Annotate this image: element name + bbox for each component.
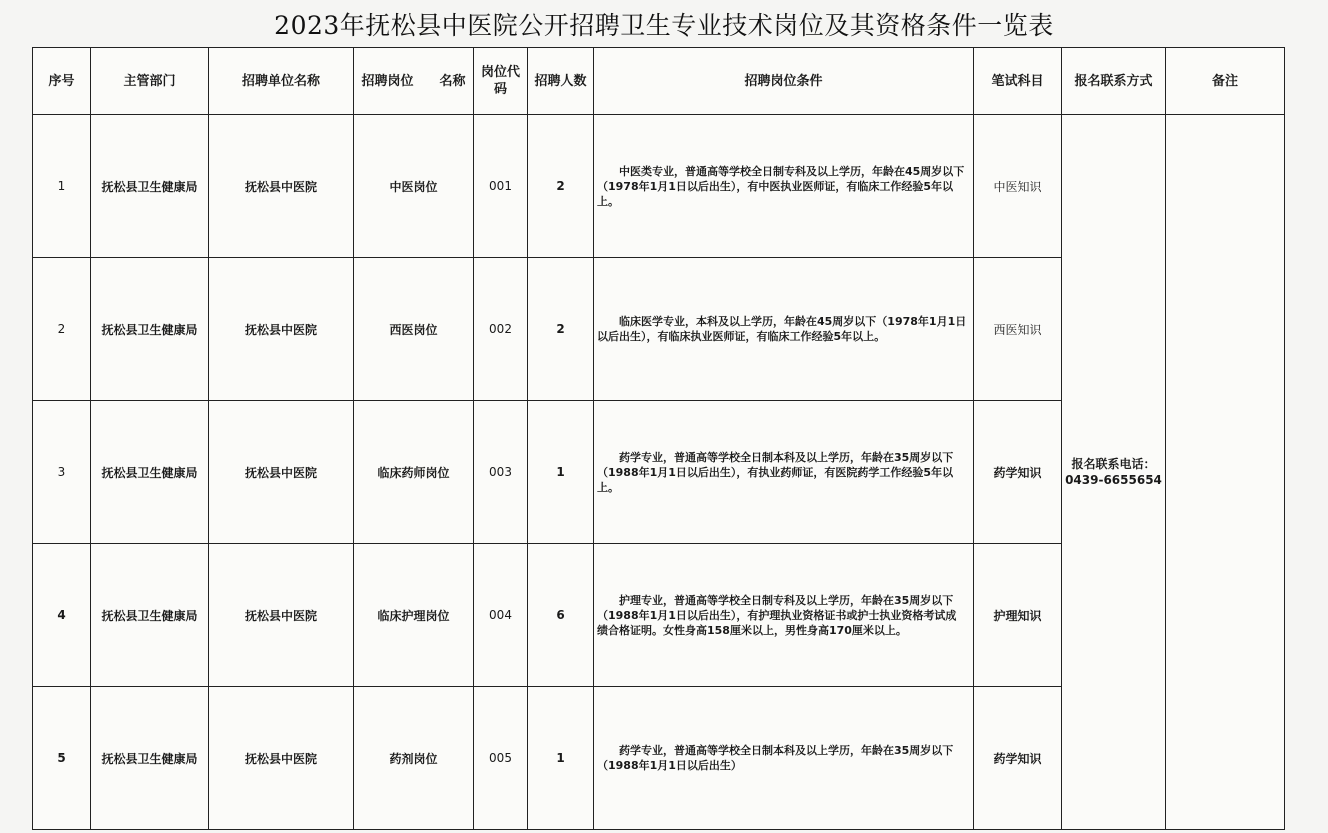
cell-seq: 5 (33, 687, 91, 830)
header-post-code: 岗位代码 (474, 48, 528, 115)
cell-post-name: 药剂岗位 (354, 687, 474, 830)
cell-count: 6 (528, 544, 594, 687)
cell-exam: 药学知识 (974, 687, 1062, 830)
cell-post-code: 003 (474, 401, 528, 544)
conditions-text: 药学专业，普通高等学校全日制本科及以上学历，年龄在35周岁以下（1988年1月1日以后出生），有执业药师证，有医院药学工作经验5年以上。 (597, 450, 954, 494)
cell-count: 1 (528, 401, 594, 544)
cell-unit: 抚松县中医院 (209, 401, 354, 544)
header-unit: 招聘单位名称 (209, 48, 354, 115)
table-header-row (33, 48, 1285, 115)
cell-dept: 抚松县卫生健康局 (91, 544, 209, 687)
cell-post-code: 004 (474, 544, 528, 687)
cell-seq: 3 (33, 401, 91, 544)
header-dept: 主管部门 (91, 48, 209, 115)
cell-seq: 4 (33, 544, 91, 687)
cell-exam: 西医知识 (974, 258, 1062, 401)
conditions-text: 护理专业，普通高等学校全日制专科及以上学历，年龄在35周岁以下（1988年1月1日以后出生），有护理执业资格证书或护士执业资格考试成绩合格证明。女性身高158厘米以上，男性身高170厘米以上。 (597, 593, 957, 637)
conditions-text: 临床医学专业，本科及以上学历，年龄在45周岁以下（1978年1月1日以后出生），有临床执业医师证，有临床工作经验5年以上。 (597, 315, 967, 343)
contact-label: 报名联系电话： (1071, 457, 1156, 471)
cell-post-name: 中医岗位 (354, 115, 474, 258)
cell-conditions (594, 401, 974, 544)
cell-dept: 抚松县卫生健康局 (91, 258, 209, 401)
table-row (33, 115, 1285, 258)
header-seq: 序号 (33, 48, 91, 115)
conditions-text: 中医类专业，普通高等学校全日制专科及以上学历，年龄在45周岁以下（1978年1月1日以后出生），有中医执业医师证，有临床工作经验5年以上。 (597, 164, 965, 208)
cell-count: 2 (528, 258, 594, 401)
cell-conditions (594, 687, 974, 830)
cell-dept: 抚松县卫生健康局 (91, 115, 209, 258)
cell-unit: 抚松县中医院 (209, 115, 354, 258)
header-exam: 笔试科目 (974, 48, 1062, 115)
cell-post-code: 001 (474, 115, 528, 258)
cell-exam: 护理知识 (974, 544, 1062, 687)
cell-unit: 抚松县中医院 (209, 687, 354, 830)
header-post-name: 招聘岗位 名称 (354, 48, 474, 115)
header-count: 招聘人数 (528, 48, 594, 115)
cell-dept: 抚松县卫生健康局 (91, 401, 209, 544)
cell-post-code: 002 (474, 258, 528, 401)
cell-count: 2 (528, 115, 594, 258)
cell-dept: 抚松县卫生健康局 (91, 687, 209, 830)
cell-post-name: 西医岗位 (354, 258, 474, 401)
conditions-text: 药学专业，普通高等学校全日制本科及以上学历，年龄在35周岁以下（1988年1月1日以后出生） (597, 744, 954, 772)
cell-seq: 2 (33, 258, 91, 401)
cell-exam: 中医知识 (974, 115, 1062, 258)
cell-post-code: 005 (474, 687, 528, 830)
contact-phone: 0439-6655654 (1065, 473, 1162, 487)
cell-contact (1062, 115, 1166, 830)
cell-remark (1166, 115, 1285, 830)
cell-post-name: 临床护理岗位 (354, 544, 474, 687)
header-contact: 报名联系方式 (1062, 48, 1166, 115)
cell-unit: 抚松县中医院 (209, 544, 354, 687)
cell-conditions (594, 544, 974, 687)
header-conditions: 招聘岗位条件 (594, 48, 974, 115)
cell-conditions (594, 258, 974, 401)
recruitment-table (32, 47, 1285, 830)
cell-exam: 药学知识 (974, 401, 1062, 544)
page-title: 2023年抚松县中医院公开招聘卫生专业技术岗位及其资格条件一览表 (274, 11, 1054, 40)
header-remark: 备注 (1166, 48, 1285, 115)
cell-count: 1 (528, 687, 594, 830)
cell-post-name: 临床药师岗位 (354, 401, 474, 544)
cell-conditions (594, 115, 974, 258)
cell-unit: 抚松县中医院 (209, 258, 354, 401)
cell-seq: 1 (33, 115, 91, 258)
